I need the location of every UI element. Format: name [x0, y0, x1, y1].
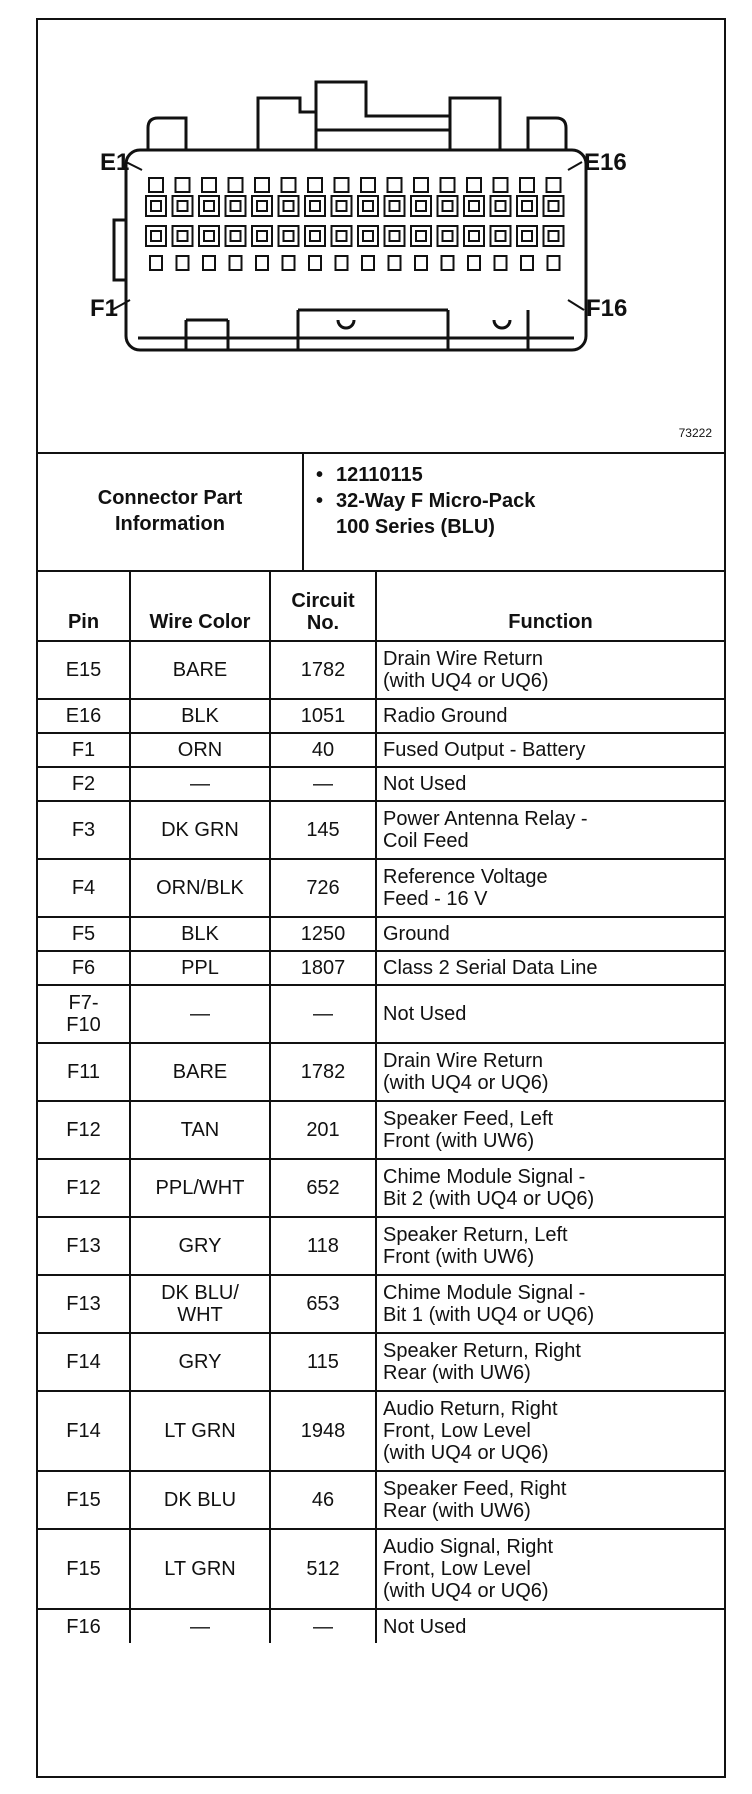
connector-description: • 32-Way F Micro-Pack [316, 488, 535, 514]
table-row [38, 699, 724, 733]
function-cell: Not Used [376, 1609, 724, 1643]
function-cell: Reference Voltage Feed - 16 V [376, 859, 724, 917]
table-row [38, 767, 724, 801]
pin-cell: E15 [38, 641, 130, 699]
pin-cell: F3 [38, 801, 130, 859]
function-cell: Chime Module Signal - Bit 1 (with UQ4 or UQ6) [376, 1275, 724, 1333]
table-row [38, 1275, 724, 1333]
circuit-cell: 201 [270, 1101, 376, 1159]
circuit-cell: — [270, 985, 376, 1043]
function-cell: Audio Return, Right Front, Low Level (with UQ4 or UQ6) [376, 1391, 724, 1471]
table-row [38, 1217, 724, 1275]
pin-cell: F1 [38, 733, 130, 767]
figure-id: 73222 [678, 426, 712, 440]
pin-cell: F15 [38, 1471, 130, 1529]
table-row [38, 1101, 724, 1159]
table-row [38, 801, 724, 859]
function-cell: Not Used [376, 985, 724, 1043]
pin-cell: F4 [38, 859, 130, 917]
circuit-cell: 726 [270, 859, 376, 917]
wire-color-cell: PPL/WHT [130, 1159, 270, 1217]
function-cell: Drain Wire Return (with UQ4 or UQ6) [376, 1043, 724, 1101]
function-cell: Fused Output - Battery [376, 733, 724, 767]
wire-color-cell: ORN [130, 733, 270, 767]
pin-cell: F13 [38, 1275, 130, 1333]
label-e1: E1 [100, 149, 130, 176]
circuit-cell: 1807 [270, 951, 376, 985]
function-cell: Power Antenna Relay - Coil Feed [376, 801, 724, 859]
connector-info-values [316, 462, 535, 540]
part-number: • 12110115 [316, 462, 535, 488]
pin-cell: F14 [38, 1391, 130, 1471]
circuit-cell: 1250 [270, 917, 376, 951]
table-row [38, 985, 724, 1043]
wire-color-cell: — [130, 767, 270, 801]
wire-color-cell: ORN/BLK [130, 859, 270, 917]
wire-color-cell: LT GRN [130, 1391, 270, 1471]
circuit-cell: 40 [270, 733, 376, 767]
wire-color-cell: PPL [130, 951, 270, 985]
table-row [38, 1043, 724, 1101]
function-cell: Speaker Return, Left Front (with UW6) [376, 1217, 724, 1275]
wire-color-cell: BARE [130, 641, 270, 699]
table-row [38, 951, 724, 985]
function-cell: Drain Wire Return (with UQ4 or UQ6) [376, 641, 724, 699]
table-header [38, 571, 724, 641]
function-cell: Class 2 Serial Data Line [376, 951, 724, 985]
function-cell: Audio Signal, Right Front, Low Level (with UQ4 or UQ6) [376, 1529, 724, 1609]
circuit-cell: — [270, 767, 376, 801]
pin-cell: F16 [38, 1609, 130, 1643]
pinout-table [38, 570, 724, 1643]
function-cell: Speaker Return, Right Rear (with UW6) [376, 1333, 724, 1391]
header-function: Function [376, 571, 724, 641]
circuit-cell: 1782 [270, 1043, 376, 1101]
wire-color-cell: — [130, 1609, 270, 1643]
wire-color-cell: GRY [130, 1333, 270, 1391]
function-cell: Speaker Feed, Right Rear (with UW6) [376, 1471, 724, 1529]
function-cell: Speaker Feed, Left Front (with UW6) [376, 1101, 724, 1159]
header-circuit: Circuit No. [270, 571, 376, 641]
circuit-cell: 46 [270, 1471, 376, 1529]
function-cell: Chime Module Signal - Bit 2 (with UQ4 or UQ6) [376, 1159, 724, 1217]
label-e16: E16 [584, 149, 627, 176]
pin-cell: F14 [38, 1333, 130, 1391]
wire-color-cell: LT GRN [130, 1529, 270, 1609]
pin-cell: F5 [38, 917, 130, 951]
table-row [38, 641, 724, 699]
connector-drawing [38, 20, 724, 452]
connector-diagram [38, 20, 724, 454]
circuit-cell: 1782 [270, 641, 376, 699]
wire-color-cell: BARE [130, 1043, 270, 1101]
wire-color-cell: BLK [130, 699, 270, 733]
table-row [38, 1391, 724, 1471]
header-wire-color: Wire Color [130, 571, 270, 641]
function-cell: Ground [376, 917, 724, 951]
connector-info [38, 452, 724, 572]
circuit-cell: 653 [270, 1275, 376, 1333]
wire-color-cell: DK BLU/ WHT [130, 1275, 270, 1333]
function-cell: Not Used [376, 767, 724, 801]
wire-color-cell: GRY [130, 1217, 270, 1275]
table-row [38, 859, 724, 917]
connector-info-label: Connector Part Information [38, 452, 304, 570]
label-f16: F16 [586, 295, 628, 322]
table-row [38, 733, 724, 767]
table-row [38, 917, 724, 951]
wire-color-cell: DK GRN [130, 801, 270, 859]
wire-color-cell: BLK [130, 917, 270, 951]
pin-cell: F13 [38, 1217, 130, 1275]
pin-cell: F11 [38, 1043, 130, 1101]
connector-description-cont: 100 Series (BLU) [336, 516, 495, 538]
circuit-cell: 1051 [270, 699, 376, 733]
table-row [38, 1159, 724, 1217]
label-f1: F1 [90, 295, 119, 322]
circuit-cell: 1948 [270, 1391, 376, 1471]
wire-color-cell: — [130, 985, 270, 1043]
pin-cell: F6 [38, 951, 130, 985]
pin-cell: F7- F10 [38, 985, 130, 1043]
wire-color-cell: TAN [130, 1101, 270, 1159]
circuit-cell: 652 [270, 1159, 376, 1217]
wire-color-cell: DK BLU [130, 1471, 270, 1529]
circuit-cell: 115 [270, 1333, 376, 1391]
circuit-cell: 145 [270, 801, 376, 859]
header-pin: Pin [38, 571, 130, 641]
circuit-cell: — [270, 1609, 376, 1643]
circuit-cell: 118 [270, 1217, 376, 1275]
table-row [38, 1529, 724, 1609]
pin-cell: F12 [38, 1159, 130, 1217]
table-row [38, 1609, 724, 1643]
table-row [38, 1333, 724, 1391]
pin-cell: F15 [38, 1529, 130, 1609]
pin-cell: F2 [38, 767, 130, 801]
function-cell: Radio Ground [376, 699, 724, 733]
pin-cell: E16 [38, 699, 130, 733]
connector-page [36, 18, 726, 1778]
pin-cell: F12 [38, 1101, 130, 1159]
table-row [38, 1471, 724, 1529]
circuit-cell: 512 [270, 1529, 376, 1609]
